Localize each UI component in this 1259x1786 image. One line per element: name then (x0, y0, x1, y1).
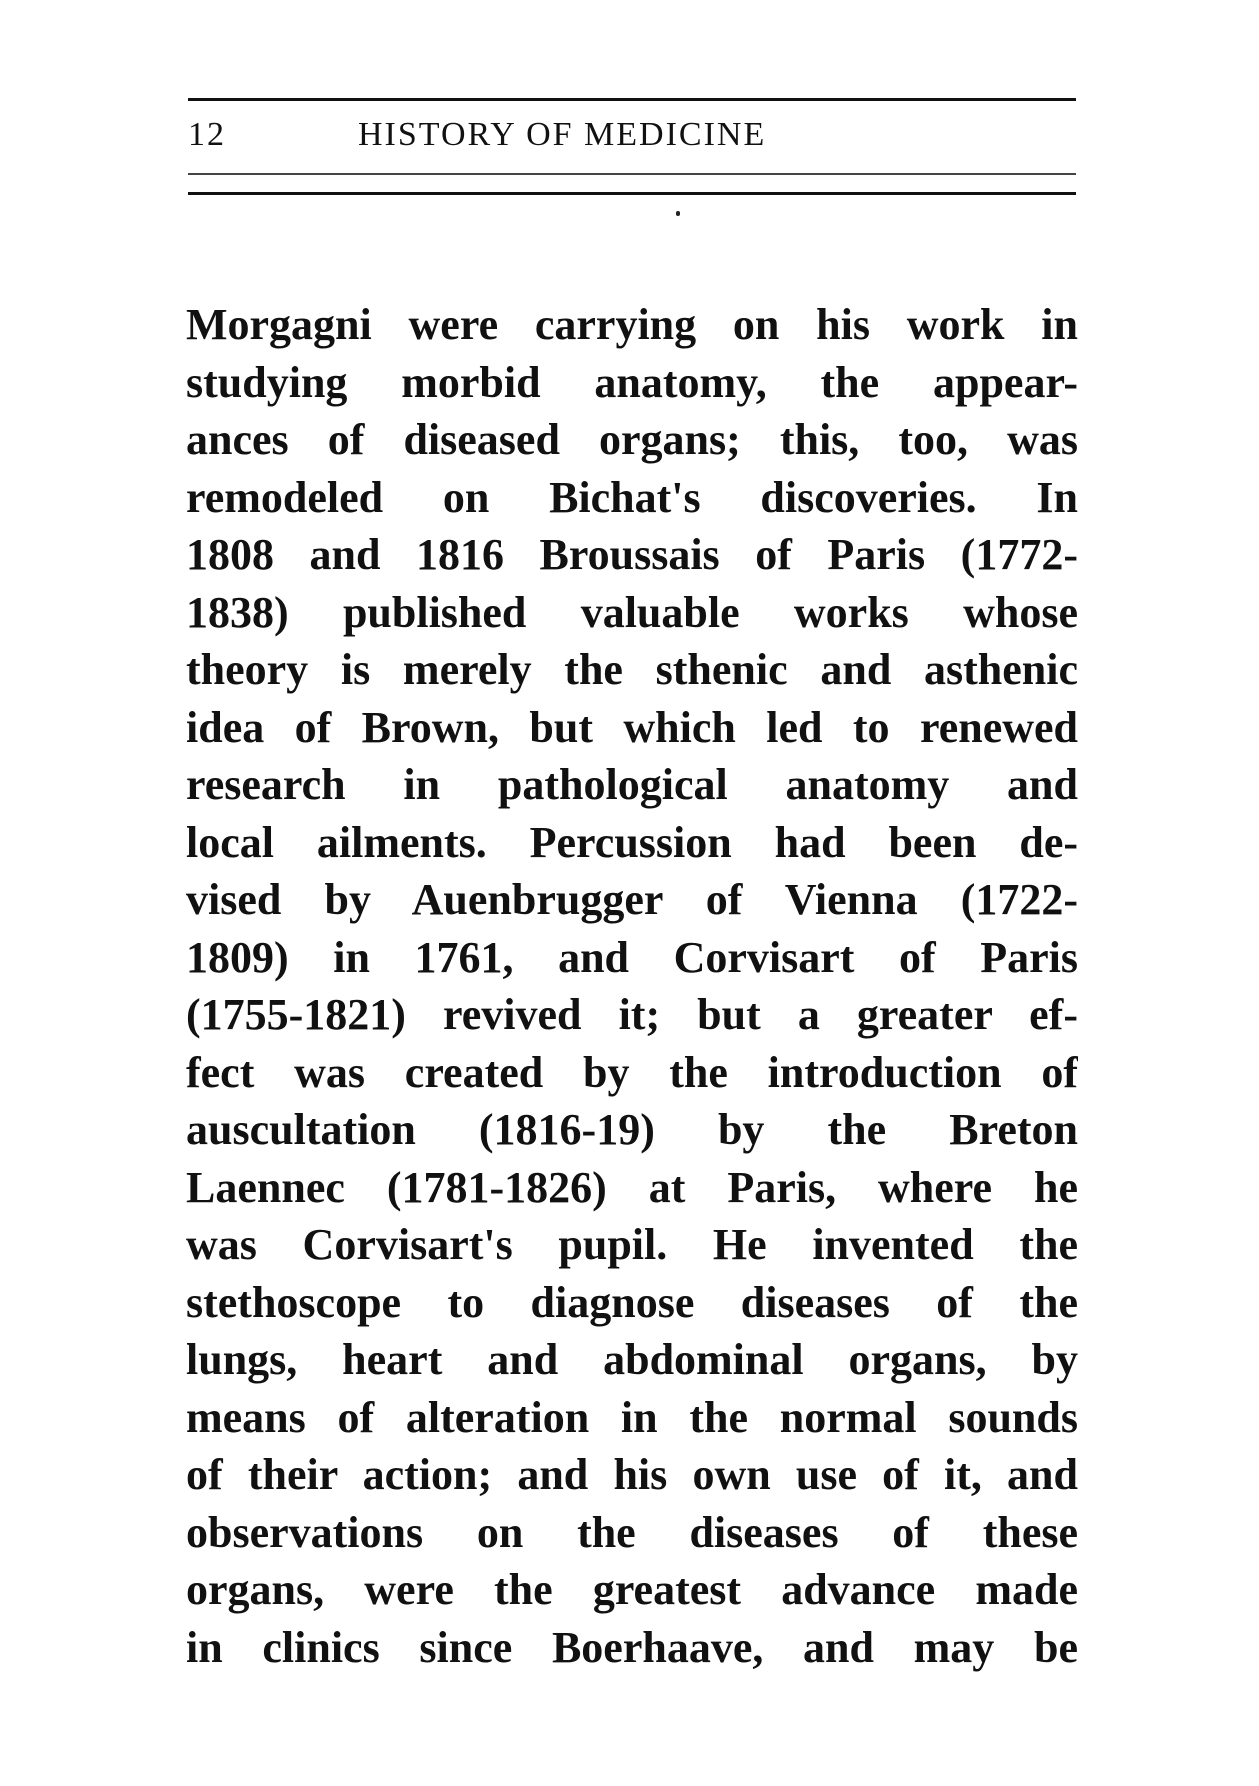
body-text (186, 296, 1078, 1676)
text-line: observations on the diseases of these (186, 1507, 1078, 1557)
text-line: theory is merely the sthenic and asthenic (186, 645, 1078, 694)
text-line: Morgagni were carrying on his work in (186, 300, 1078, 349)
text-line: of their action; and his own use of it, and (186, 1450, 1078, 1499)
text-line: means of alteration in the normal sounds (186, 1392, 1078, 1442)
text-line: remodeled on Bichat's discoveries. In (186, 472, 1078, 522)
text-line: in clinics since Boerhaave, and may be (186, 1622, 1078, 1672)
text-line: idea of Brown, but which led to renewed (186, 702, 1078, 752)
print-speck (676, 211, 680, 216)
text-line: (1755-1821) revived it; but a greater ef- (186, 990, 1078, 1039)
running-header (188, 110, 1076, 160)
header-rule-top (188, 98, 1076, 101)
text-line: auscultation (1816-19) by the Breton (186, 1105, 1078, 1154)
text-line: stethoscope to diagnose diseases of the (186, 1277, 1078, 1327)
running-title: HISTORY OF MEDICINE (358, 116, 767, 153)
header-rule-bottom (188, 192, 1076, 195)
header-rule-thin (188, 173, 1076, 175)
text-line: local ailments. Percussion had been de- (186, 817, 1078, 867)
text-line: ances of diseased organs; this, too, was (186, 415, 1078, 464)
text-line: fect was created by the introduction of (186, 1047, 1078, 1097)
text-line: was Corvisart's pupil. He invented the (186, 1220, 1078, 1269)
text-line: lungs, heart and abdominal organs, by (186, 1335, 1078, 1384)
text-line: organs, were the greatest advance made (186, 1565, 1078, 1614)
text-line: 1809) in 1761, and Corvisart of Paris (186, 932, 1078, 982)
text-line: vised by Auenbrugger of Vienna (1722- (186, 875, 1078, 924)
text-line: Laennec (1781-1826) at Paris, where he (186, 1162, 1078, 1212)
text-line: 1808 and 1816 Broussais of Paris (1772- (186, 530, 1078, 579)
text-line: research in pathological anatomy and (186, 760, 1078, 809)
page-number: 12 (188, 116, 226, 153)
text-line: studying morbid anatomy, the appear- (186, 357, 1078, 407)
text-line: 1838) published valuable works whose (186, 587, 1078, 637)
